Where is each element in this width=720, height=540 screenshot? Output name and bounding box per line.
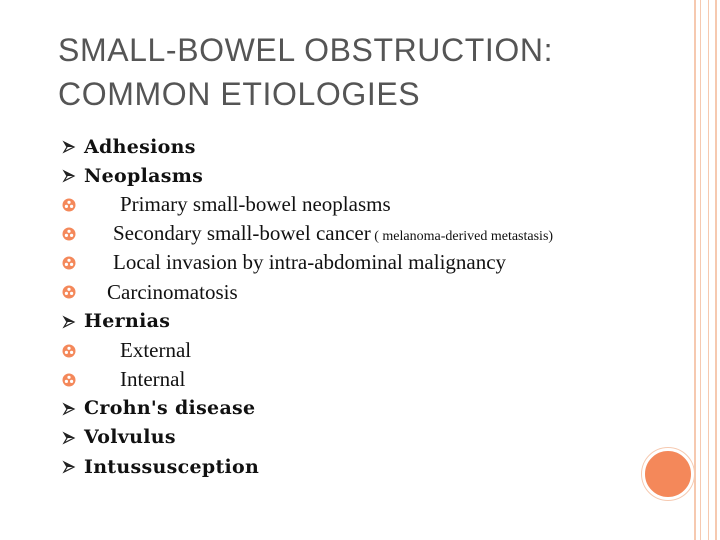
- list-item: [62, 161, 682, 190]
- list-item-label: Internal: [120, 366, 186, 391]
- list-item: [62, 452, 682, 481]
- list-item: [62, 248, 682, 277]
- list-item: [62, 132, 682, 161]
- list-item-label: Crohn's disease: [84, 397, 256, 420]
- orange-flower-icon: [62, 198, 76, 212]
- list-item: [62, 307, 682, 336]
- arrow-icon: [62, 169, 76, 183]
- decorative-rail: [694, 0, 696, 540]
- arrow-icon: [62, 460, 76, 474]
- list-item-label: Hernias: [84, 310, 171, 333]
- list-item: [62, 190, 682, 219]
- orange-flower-icon: [62, 344, 76, 358]
- orange-flower-icon: [62, 285, 76, 299]
- list-item-label: Carcinomatosis: [107, 279, 238, 304]
- arrow-icon: [62, 140, 76, 154]
- list-item-text: [120, 338, 191, 363]
- list-item: [62, 336, 682, 365]
- list-item-label: External: [120, 337, 192, 362]
- decorative-rail: [715, 0, 717, 540]
- list-item-text: [84, 456, 259, 478]
- list-item-note: ( melanoma-derived metastasis): [370, 229, 554, 245]
- list-item-label: Local invasion by intra-abdominal malignancy: [113, 250, 507, 275]
- orange-flower-icon: [62, 256, 76, 270]
- decorative-rail: [700, 0, 701, 540]
- list-item-label: Volvulus: [84, 426, 176, 449]
- list-item-label: Neoplasms: [84, 164, 204, 187]
- title-line-1: SMALL-BOWEL OBSTRUCTION:: [58, 32, 554, 68]
- orange-flower-icon: [62, 227, 76, 241]
- list-item: [62, 277, 682, 306]
- list-item-text: [84, 136, 196, 158]
- list-item-text: [84, 165, 203, 187]
- list-item-label: Adhesions: [84, 135, 196, 158]
- list-item-label: Primary small-bowel neoplasms: [120, 192, 391, 217]
- list-item-text: [113, 250, 506, 275]
- list-item-text: [113, 221, 553, 246]
- list-item-label: Secondary small-bowel cancer: [113, 221, 371, 246]
- etiology-list: [62, 132, 682, 481]
- list-item-text: [120, 367, 185, 392]
- list-item-text: [84, 310, 170, 332]
- list-item-text: [84, 426, 176, 448]
- slide-title: [58, 28, 658, 116]
- list-item-label: Intussusception: [84, 455, 260, 478]
- list-item-text: [84, 397, 255, 419]
- title-line-2: COMMON ETIOLOGIES: [58, 76, 421, 112]
- arrow-icon: [62, 315, 76, 329]
- arrow-icon: [62, 431, 76, 445]
- list-item: [62, 394, 682, 423]
- list-item: [62, 219, 682, 248]
- list-item-text: [107, 280, 238, 305]
- list-item-text: [120, 192, 391, 217]
- list-item: [62, 423, 682, 452]
- orange-flower-icon: [62, 373, 76, 387]
- arrow-icon: [62, 402, 76, 416]
- decorative-rail: [708, 0, 709, 540]
- list-item: [62, 365, 682, 394]
